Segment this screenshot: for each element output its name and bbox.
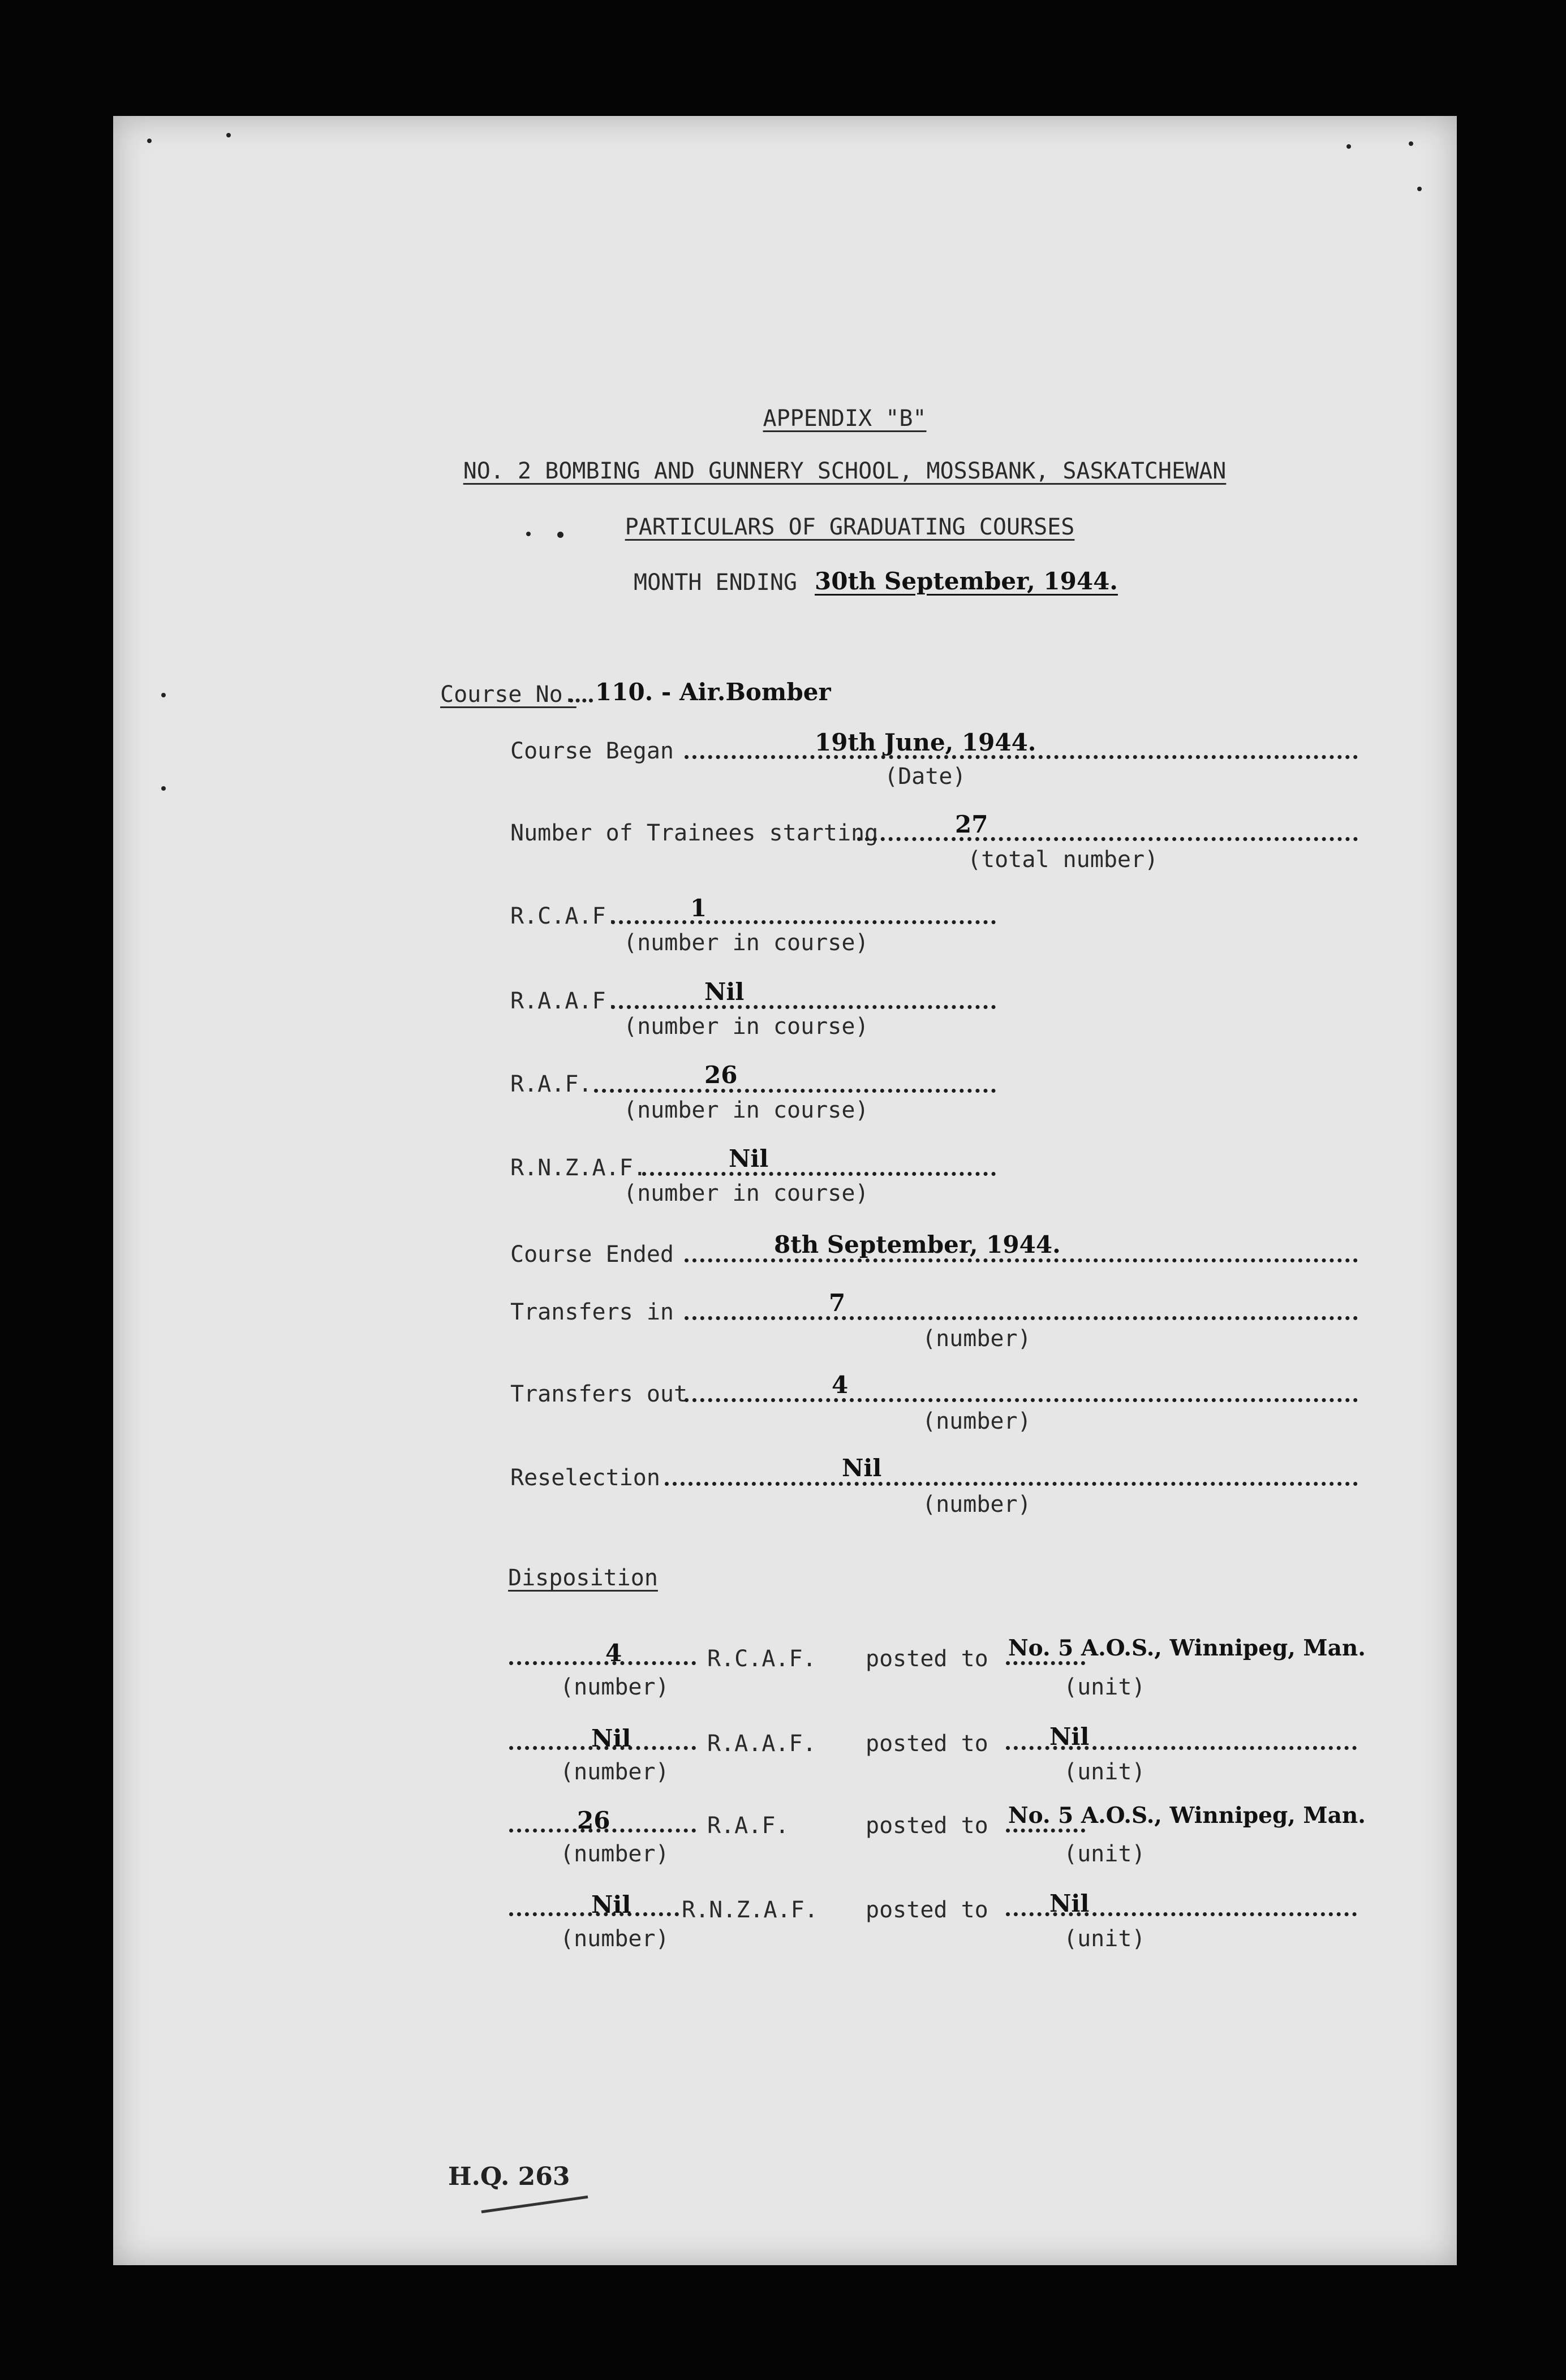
dot-leader: [1006, 1829, 1085, 1833]
document-page: [113, 116, 1457, 2265]
transfers-out-value: 4: [832, 1371, 849, 1399]
disposition-number: 4: [605, 1639, 622, 1667]
unit-hint: (unit): [1064, 1674, 1146, 1700]
speck: [161, 786, 166, 791]
ended-value: 8th September, 1944.: [774, 1231, 1061, 1258]
dot-leader: [594, 1089, 996, 1093]
dot-leader: [611, 920, 996, 924]
rcaf-label: R.C.A.F.: [510, 903, 619, 929]
disposition-force: R.C.A.F.: [707, 1646, 816, 1672]
disposition-number: 26: [577, 1806, 610, 1834]
month-label: MONTH ENDING: [634, 570, 797, 596]
dot-leader: [509, 1661, 696, 1665]
dot-leader: [685, 1316, 1358, 1320]
raaf-hint: (number in course): [623, 1014, 869, 1040]
disposition-unit: No. 5 A.O.S., Winnipeg, Man.: [1008, 1635, 1366, 1661]
pen-mark: [481, 2196, 588, 2213]
dot-leader: [685, 1398, 1358, 1402]
reselection-label: Reselection: [510, 1465, 660, 1491]
dot-leader: [665, 1482, 1358, 1486]
rnzaf-value: Nil: [729, 1145, 769, 1172]
disposition-heading: Disposition: [508, 1565, 658, 1591]
speck: [147, 139, 152, 143]
raf-hint: (number in course): [623, 1097, 869, 1123]
posted-to-label: posted to: [866, 1646, 988, 1672]
disposition-unit: Nil: [1049, 1890, 1090, 1917]
posted-to-label: posted to: [866, 1731, 988, 1757]
trainees-hint: (total number): [967, 847, 1159, 873]
dot-leader: [1006, 1661, 1085, 1665]
unit-hint: (unit): [1064, 1759, 1146, 1785]
subtitle: PARTICULARS OF GRADUATING COURSES: [625, 514, 1075, 540]
trainees-value: 27: [955, 810, 988, 838]
course-value: 110. - Air.Bomber: [595, 678, 831, 706]
appendix-heading: APPENDIX "B": [763, 406, 927, 432]
bullet-dot: [557, 532, 563, 538]
number-hint: (number): [560, 1841, 669, 1867]
transfers-in-label: Transfers in: [510, 1299, 674, 1325]
month-value: 30th September, 1944.: [815, 567, 1118, 595]
speck: [1409, 141, 1413, 146]
disposition-number: Nil: [591, 1724, 631, 1752]
began-hint: (Date): [884, 764, 966, 790]
dot-leader: [857, 837, 1358, 841]
rnzaf-hint: (number in course): [623, 1180, 869, 1206]
disposition-number: Nil: [591, 1891, 631, 1918]
rnzaf-label: R.N.Z.A.F.: [510, 1155, 647, 1181]
dot-leader: [685, 1258, 1358, 1262]
hq-stamp: H.Q. 263: [448, 2162, 570, 2191]
began-value: 19th June, 1944.: [815, 728, 1036, 756]
unit-hint: (unit): [1064, 1926, 1146, 1952]
school-title: NO. 2 BOMBING AND GUNNERY SCHOOL, MOSSBANK, SASKATCHEWAN: [463, 458, 1227, 484]
dot-leader: [642, 1172, 996, 1176]
number-hint: (number): [560, 1759, 669, 1785]
disposition-force: R.N.Z.A.F.: [682, 1897, 818, 1923]
unit-hint: (unit): [1064, 1841, 1146, 1867]
reselection-value: Nil: [842, 1454, 882, 1482]
raaf-label: R.A.A.F.: [510, 988, 619, 1014]
posted-to-label: posted to: [866, 1813, 988, 1839]
transfers-out-label: Transfers out: [510, 1381, 688, 1407]
transfers-in-value: 7: [829, 1289, 846, 1317]
speck: [226, 133, 231, 137]
disposition-unit: No. 5 A.O.S., Winnipeg, Man.: [1008, 1803, 1366, 1829]
dot-leader: [611, 1005, 996, 1009]
trainees-label: Number of Trainees starting: [510, 820, 879, 846]
dot-leader: [569, 699, 593, 702]
speck: [161, 693, 166, 697]
speck: [1417, 187, 1422, 191]
reselection-hint: (number): [922, 1491, 1031, 1517]
disposition-force: R.A.F.: [707, 1813, 789, 1839]
course-label: Course No.: [440, 682, 577, 708]
raf-label: R.A.F.: [510, 1071, 592, 1097]
number-hint: (number): [560, 1674, 669, 1700]
raaf-value: Nil: [704, 978, 745, 1006]
transfers-out-hint: (number): [922, 1408, 1031, 1434]
number-hint: (number): [560, 1926, 669, 1952]
disposition-force: R.A.A.F.: [707, 1731, 816, 1757]
disposition-unit: Nil: [1049, 1723, 1090, 1750]
transfers-in-hint: (number): [922, 1326, 1031, 1352]
ended-label: Course Ended: [510, 1241, 674, 1267]
raf-value: 26: [704, 1061, 738, 1089]
speck: [526, 532, 531, 536]
rcaf-hint: (number in course): [623, 930, 869, 956]
began-label: Course Began: [510, 738, 674, 764]
rcaf-value: 1: [690, 894, 707, 922]
speck: [1346, 144, 1351, 149]
posted-to-label: posted to: [866, 1897, 988, 1923]
